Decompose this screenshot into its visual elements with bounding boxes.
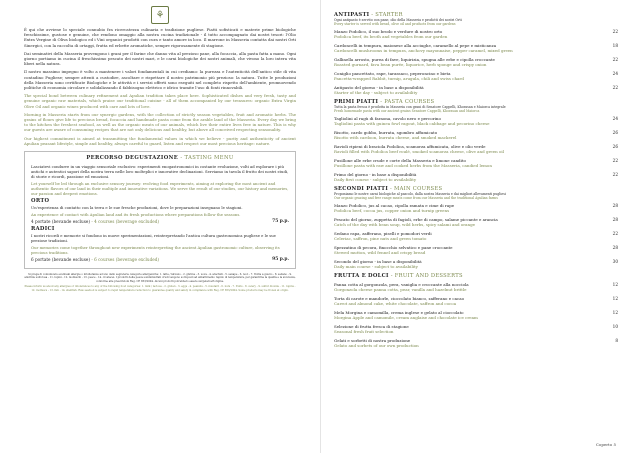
dish-name-en: Tagliolini pasta with guinea fowl ragout, black cabbage and pecorino cheese <box>334 121 490 126</box>
menu-item <box>334 310 618 320</box>
section-title-it: SECONDI PIATTI <box>334 186 389 192</box>
dish-name-it: Mela Morgina e camomilla, crema inglese e gelato al cioccolato <box>334 310 464 315</box>
section-title-it: ANTIPASTI <box>334 12 370 18</box>
dish-name-en: Roasted gurnard, fava bean purée, liquorice, herb sponge and crispy onion <box>334 62 487 67</box>
dish-name-it: Spezzatino di pecora, finocchio selvatico e pane croccante <box>334 245 453 250</box>
section-title-en: MAIN COURSES <box>394 186 443 192</box>
dish-name-en: Podolica beef, its broth and vegetables from our garden <box>334 34 448 39</box>
dish-name-it: Gallinella arrosto, purea di fave, liquirizia, spugna alle erbe e cipolla croccante <box>334 57 495 62</box>
radici-price: 95 p.p. <box>272 257 289 263</box>
allergens-note-en: Please inform us about any allergies or intolerances to any of the following food categories: 1. milk / lactose - 2. gluten - 3. eggs - 4. peanuts - 5. mustard - 6. nuts - 7. fruits - 8. celery - 9. sulfur dioxide - 11. lupins - 12. molluscs - 13. fish - 14. shellfish. Raw seafood is subject to rapid temperature reduction to guarantee quality and safety in compliance with Reg. CE 853/2004. Some products may be frozen at origin. <box>24 285 296 292</box>
menu-item <box>334 217 618 227</box>
dish-name-en: Morgina Apple and camomile, cream anglaise and chocolate ice cream <box>334 315 478 320</box>
dish-name-it: Fusillone alle erbe crude e corte della Masseria e limone candito <box>334 158 466 163</box>
section-note-it: Tutta la pasta fresca è prodotta in Masseria con grani di Senatore Cappelli, Khorasan e Maiorca integrale <box>334 105 506 109</box>
dish-name-en: Risotto with cardoon, burrata cheese, and smoked mackerel <box>334 135 457 140</box>
cover-charge: Coperto 5 <box>595 442 616 447</box>
section-title-it: PRIMI PIATTI <box>334 99 379 105</box>
menu-item <box>334 338 618 348</box>
menu-item <box>334 71 618 81</box>
dish-name-en: Seasonal fresh fruit selection <box>334 329 394 334</box>
dish-name-en: Ravioli filled with Podolica beef roulé, smoked scamorza cheese, olive and green oil <box>334 149 504 154</box>
menu-item <box>334 259 618 269</box>
intro-paragraph: È qui che avviene lo speciale connubio fra ricercatezza culinaria e tradizione pugliese. Piatti sofisticati e materie prime biologiche freschissime, gustose e genuine, che rendono omaggio alla nostra cucina tradizionale - il tutto accompagnato dai nostri tesori: l'Olio Extra Vergine di Oliva biologico ed i Vini organici prodotti con cura e tanto amore in loco. Il marrone in Masseria contatta dai nostri Orti Sinergici, con la raccolta di ortaggi, frutta ed erbette aromatiche, sempre rigorosamente di stagione. <box>24 27 296 48</box>
dish-name-it: Risotto, cardo gobbo, burrata, sgombro affumicato <box>334 130 438 135</box>
dish-name-en: Gelato and sorbets of our own production <box>334 343 419 348</box>
dish-price: 28 <box>612 245 618 250</box>
dish-name-it: Cardoncelli in tempura, maionese alla acciughe, caramello al pepe e misticanza <box>334 43 497 48</box>
orto-price: 75 p.p. <box>272 219 289 225</box>
section-title-it: FRUTTA E DOLCI <box>334 273 389 279</box>
dish-name-it: Coniglio pancettato, rape, tarassaco, peperoncino e bieta <box>334 71 451 76</box>
menu-item <box>334 245 618 255</box>
section-note-en: Fresh homemade pasta with our ancient grains Senatore Cappelli, Khorasan and Maiorca <box>334 109 480 113</box>
intro-paragraph: Dai seminativi della Masseria provengono i grani per il farine che danno vita al prezioso pane, alla focaccia, alla pasta fatta a mano. Ogni giorno portiamo in cucina il freschissimo pescato dei nostri mari, e le carni biologiche dei nostri animali, che vivono la loro intera vita liberi nella natura. <box>24 50 296 67</box>
dish-name-en: Catch of the day with bean soup, wild herbs, spicy salami and orange <box>334 222 475 227</box>
dish-price: 10 <box>612 324 618 329</box>
right-page <box>320 0 640 453</box>
dish-price: 26 <box>612 144 618 149</box>
dish-name-en: Daily first course - subject to availability <box>334 177 417 182</box>
section-note-en: Our organic grazing and free range meats come from our Masseria and the traditional Apulian farms <box>334 196 498 200</box>
intro-paragraph-en: Our highest commitment is aimed at transmitting the fundamental values in which we believe - purity and authenticity of ancient Apulian peasant lifestyle, simple and healthy, always careful to guard, listen and respect our most precious heritage: nature. <box>24 135 296 146</box>
dish-price: 22 <box>612 231 618 236</box>
radici-price-label-en: 6 courses (beverage excluded) <box>94 257 160 263</box>
dish-price: 8 <box>615 338 618 343</box>
dish-name-en: Cardoncelli mushrooms in tempura, anchovy mayonnaise, pepper caramel, mixed green <box>334 48 513 53</box>
dish-price: 12 <box>612 310 618 315</box>
dish-name-en: Carrot and almond cake, white chocolate, saffron and cocoa <box>334 301 457 306</box>
dish-name-en: Celeriac, saffron, pine nuts and green tomato <box>334 236 427 241</box>
menu-item <box>334 29 618 39</box>
dish-price: 28 <box>612 217 618 222</box>
menu-item <box>334 57 618 67</box>
tasting-intro-en: Let yourself be led through an exclusive sensory journey: evolving food experiments, aiming at exploring the most ancient and authentic flavors of our land in their multiple and innovative variations. We serve the result of our studies, our history and memories, our passion and deepest emotions. <box>31 181 289 197</box>
orto-price-row: 4 portate (bevande escluse) - 4 courses (beverage excluded) 75 p.p. <box>31 219 289 225</box>
dish-price: 22 <box>612 29 618 34</box>
menu-item <box>334 231 618 241</box>
dish-name-en: Pancetta-wrapped Rabbit, turnip, arugula, chili and swiss chard <box>334 76 464 81</box>
dish-name-en: Starter of the day - subject to availability <box>334 90 418 95</box>
dish-price: 18 <box>612 43 618 48</box>
section-title-en: PASTA COURSES <box>384 99 435 105</box>
radici-title: RADICI <box>31 226 55 233</box>
menu-item <box>334 116 618 126</box>
intro-text <box>24 27 296 146</box>
section-note-en: Every starter is served with bread, olive oil and products from our gardens <box>334 22 456 26</box>
section-note-it: Proponiamo le nostre carni biologiche al pascolo, dalla nostra Masseria e dai migliori allevamenti pugliesi <box>334 192 506 196</box>
menu-item <box>334 324 618 334</box>
dish-price: 12 <box>612 296 618 301</box>
section-title: SECONDI PIATTI - MAIN COURSES <box>334 186 443 192</box>
dish-name-it: Sedano rapa, zafferano, piselli e pomodori verdi <box>334 231 432 236</box>
section-note-it: Ogni antipasto è servito con pane, olio della Masseria e prodotti dei nostri Orti <box>334 18 462 22</box>
dish-name-it: Secondo del giorno - in base a disponibilità <box>334 259 422 264</box>
dish-name-it: Gelati e sorbetti di nostra produzione <box>334 338 411 343</box>
orto-desc-it: Un'esperienza di contatto con la terra e le sue fresche produzioni, dove le preparazioni insegnano le stagioni. <box>31 205 243 211</box>
dish-name-en: Daily main course - subject to availability <box>334 264 418 269</box>
section-title-en: FRUIT AND DESSERTS <box>394 273 463 279</box>
menu-item <box>334 144 618 154</box>
dish-name-it: Selezione di frutta fresca di stagione <box>334 324 409 329</box>
dish-name-it: Manzo Podolico, jus al cacao, cipolla ramata e cime di rape <box>334 203 455 208</box>
dish-price: 30 <box>612 259 618 264</box>
dish-name-it: Torta di carote e mandorle, cioccolato bianco, zafferano e cacao <box>334 296 465 301</box>
section-title: PRIMI PIATTI - PASTA COURSES <box>334 99 435 105</box>
menu-item <box>334 296 618 306</box>
allergens-note-it: Si prega di comunicare eventuali allergie o intolleranze ad uno dello segreterie categorie allergeniche: 1. latte / lattosio - 2. glutine - 3. uova - 4. arachidi - 5. senape - 6. noci - 7. frutta a guscio - 8. sedano - 9. anidride solforosa - 11. lupini - 12. molluschi - 13. pesce - 14. crostacei. I prodotti della pesca somministrati crudi vengono sottoposti ad abbattimento rapido di temperatura, per garantirne la qualità e la sicurezza, conforme alle prescrizioni Reg. CE 853/2004. Alcuni prodotti potrebbero essere surgelati all'origine. <box>24 272 296 283</box>
dish-price: 24 <box>612 116 618 121</box>
radici-desc-it: I nostri ricordi e memorie si fondono in nuove sperimentazioni, reinterpretando l'antica cultura gastronomica pugliese e le sue preziose tradizioni. <box>31 233 276 244</box>
intro-paragraph-en: The special bond between culinary refinement and Apulian tradition takes place here. Sophisticated dishes and very fresh, tasty and genuine organic raw materials, which praise our traditional cuisine - all of them accompanied by our treasures: organic Extra Virgin Olive Oil and organic wines produced with care and lots of love. <box>24 93 296 109</box>
dish-name-it: Tagliolini al ragù di faraona, cavolo nero e percorino <box>334 116 441 121</box>
dish-price: 28 <box>612 203 618 208</box>
intro-paragraph: Il nostro massimo impegno è volto a mantenere i valori fondamentali in cui crediamo: la purezza e l'autenticità dell'antico stile di vita contadino Pugliese; sempre attenti a custodire, ascoltare e rispettare il nostro patrimonio più prezioso: la natura. Tutte le produzioni della Masseria sono certificate Biologiche e le attività e i servizi offerti sono eseguiti nel completo rispetto dell'ambiente, promuovendo politiche di economia circolare e solidalizzando il fabbisogno elettrico e idrico tramite l'uso di fonti rinnovabili. <box>24 69 296 91</box>
dish-price: 24 <box>612 71 618 76</box>
menu-item <box>334 158 618 168</box>
dish-price: 22 <box>612 57 618 62</box>
orto-price-label-it: 4 portate (bevande escluse) <box>31 219 90 225</box>
tasting-intro-it: Lasciatevi condurre in un viaggio sensoriale esclusivo: esperimenti enogastronomici in costante evoluzione, volti ad esplorare i più antichi e autentici sapori della nostra terra nelle loro molteplici e innovative declinazioni. Serviamo in tavola il frutto dei nostri studi, di storie e ricordi, passione ed emozioni. <box>31 164 289 180</box>
dish-name-en: Gorgonzola cheese panna cotta, pear, vanilla and hazelnut brittle <box>334 287 467 292</box>
section-title: FRUTTA E DOLCI - FRUIT AND DESSERTS <box>334 273 463 279</box>
radici-desc-en: Our memories come together throughout new experiments reinterpreting the ancient Apulian gastronomic culture, observing its precious traditions. <box>31 245 280 256</box>
dish-name-it: Antipasto del giorno - in base a disponibilità <box>334 85 424 90</box>
dish-name-it: Manzo Podolico, il suo brodo e verdure di nostro orto <box>334 29 443 34</box>
tasting-menu-title: PERCORSO DEGUSTAZIONE - TASTING MENU <box>86 155 234 162</box>
menu-item <box>334 85 618 95</box>
menu-item <box>334 43 618 53</box>
dish-name-it: Pescato del giorno, zuppetta di fagioli, erbe di campo, salame piccante e arancia <box>334 217 498 222</box>
dish-name-it: Primo del giorno - in base a disponibilità <box>334 172 417 177</box>
menu-item <box>334 130 618 140</box>
orto-title: ORTO <box>31 198 50 205</box>
tasting-title-it: PERCORSO DEGUSTAZIONE <box>86 155 179 162</box>
dish-price: 22 <box>612 85 618 90</box>
orto-price-label-en: 4 courses (beverage excluded) <box>94 219 160 225</box>
tasting-title-en: TASTING MENU <box>184 155 234 162</box>
dish-price: 22 <box>612 172 618 177</box>
dish-name-en: Fusillone pasta with raw and cooked herbs from the Masseria, candied lemon <box>334 163 492 168</box>
dish-price: 22 <box>612 158 618 163</box>
dish-name-it: Ravioli ripieni di braciola Podolica, scamorza affumicata, olive e olio verde <box>334 144 486 149</box>
menu-item <box>334 203 618 213</box>
dish-name-en: Stewed mutton, wild fennel and crispy bread <box>334 250 426 255</box>
dish-price: 26 <box>612 130 618 135</box>
orto-desc-en: An experience of contact with Apulian land and its fresh productions where preparations follow the seasons. <box>31 212 241 218</box>
radici-price-label-it: 6 portate (bevande escluse) <box>31 257 90 263</box>
intro-paragraph-en: Morning in Masseria starts from our synergic gardens, with the collection of strictly season vegetables, fruit and aromatic herbs. The grains of flours give life to precious bread, focaccia and handmade pasta come from the arable land of the Masseria. Every day we bring to the kitchen the freshest seafood, as well as the organic meats of our animals, which live their entire lives free in nature. This is why our guests are aware of consuming recipes that are not only delicious and healthy, but above all conceived respecting seasonality. <box>24 111 296 133</box>
tasting-menu-box <box>24 151 296 269</box>
dish-name-en: Podolica beef, cocoa jus, copper onion and turnip greens <box>334 208 450 213</box>
masseria-logo-icon: ⚘ <box>151 6 169 24</box>
section-title-en: STARTER <box>375 12 403 18</box>
menu-item <box>334 282 618 292</box>
dish-price: 12 <box>612 282 618 287</box>
dish-name-it: Panna cotta al gorgonzola, pera, vaniglia e croccante alla nocciola <box>334 282 469 287</box>
menu-item <box>334 172 618 182</box>
section-title: ANTIPASTI - STARTER <box>334 12 403 18</box>
radici-price-row: 6 portate (bevande escluse) - 6 courses (beverage excluded) 95 p.p. <box>31 257 289 263</box>
